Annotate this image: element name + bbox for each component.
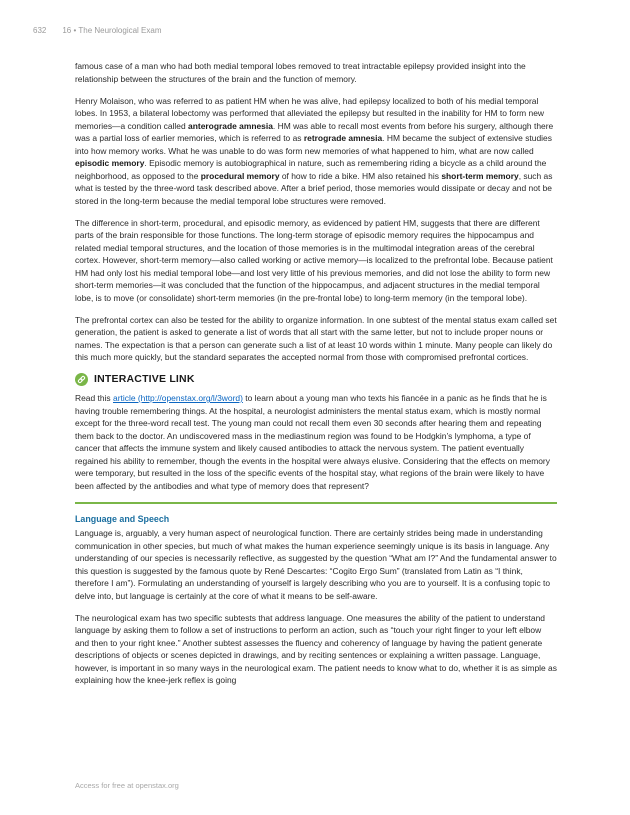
term-short-term-memory: short-term memory — [441, 170, 519, 181]
term-retrograde-amnesia: retrograde amnesia — [303, 133, 383, 143]
page-content — [75, 60, 557, 696]
paragraph-henry-molaison: Henry Molaison, who was referred to as patient HM when he was alive, had epilepsy localized to both of his medial temporal lobes. In 1953, a bilateral lobectomy was performed that alleviated the epilepsy but resulted in the inability for HM to form new memories—a condition called anterograde amnesia. HM was able to recall most events from before his surgery, although there was a partial loss of earlier memories, which is referred to as retrograde amnesia. HM became the subject of extensive studies into how memory works. What he was unable to do was form new memories of what happened to him, what are now called episodic memory. Episodic memory is autobiographical in nature, such as remembering riding a bicycle as a child around the neighborhood, as opposed to the procedural memory of how to ride a bike. HM also retained his short-term memory, such as what is tested by the three-word task described above. After a brief period, those memories would dissipate or decay and not be stored in the long-term because the medial temporal lobe structures were removed. — [75, 95, 554, 206]
paragraph-language-intro: Language is, arguably, a very human aspect of neurological function. There are certainly strides being made in understanding communication in other species, but much of what makes the human experience seemingly unique is its basis in language. Any understanding of our species is necessarily reflective, as suggested by the question “What am I?” And the fundamental answer to this question is suggested by the famous quote by René Descartes: “Cogito Ergo Sum” (translated from Latin as “I think, therefore I am”). Formulating an understanding of yourself is largely describing who you are to yourself. It is a confusing topic to delve into, but language is certainly at the core of what it means to be self-aware. — [75, 528, 557, 601]
term-anterograde-amnesia: anterograde amnesia — [188, 120, 273, 131]
chapter-title: 16 • The Neurological Exam — [62, 26, 162, 35]
article-link[interactable]: article (http://openstax.org/l/3word) — [113, 393, 243, 403]
page-footer: Access for free at openstax.org — [75, 781, 179, 790]
section-divider — [75, 502, 557, 504]
interactive-link-body: Read this article (http://openstax.org/l/3word) to learn about a young man who texts his fiancée in a panic as he finds that he is having trouble remembering things. At the hospital, a neurologist administers the mental status exam, which is mostly normal except for the three-word recall test. The young man could not recall them even 30 seconds after hearing them and repeating them back to the doctor. An undiscovered mass in the mediastinum region was found to be Hodgkin’s lymphoma, a type of cancer that affects the immune system and likely caused antibodies to attack the nervous system. The patient eventually regained his ability to remember, though the events in the hospital were always elusive. Considering that the effects on memory were temporary, but resulted in the loss of the specific events of the hospital stay, what regions of the brain were likely to have been affected by the antibodies and what type of memory does that represent? — [75, 393, 550, 491]
page-header — [33, 26, 162, 35]
paragraph-memory-types: The difference in short-term, procedural, and episodic memory, as evidenced by patient HM, suggests that there are different parts of the brain responsible for those functions. The long-term storage of episodic memory requires the hippocampus and related medial temporal structures, and the location of those memories is in the multimodal integration areas of the cerebral cortex. However, short-term memory—also called working or active memory—is localized to the prefrontal lobe. Because patient HM had only lost his medial temporal lobe—and lost very little of his previous memories, and did not lose the ability to form new short-term memories—it was concluded that the function of the hippocampus, and adjacent structures in the medial temporal lobe, is to move (or consolidate) short-term memories (in the pre-frontal lobe) to long-term memory (in the temporal lobe). — [75, 217, 553, 303]
link-icon — [75, 373, 88, 386]
interactive-link-header — [75, 373, 557, 386]
section-title: Language and Speech — [75, 513, 170, 524]
term-episodic-memory: episodic memory — [75, 158, 145, 168]
paragraph-prefrontal-cortex: The prefrontal cortex can also be tested for the ability to organize information. In one subtest of the mental status exam called set generation, the patient is asked to generate a list of words that all start with the same letter, but not to include proper nouns or names. The expectation is that a person can generate such a list of at least 10 words within 1 minute. Many people can likely do this much more quickly, but the standard separates the accepted normal from those with compromised prefrontal cortices. — [75, 314, 557, 362]
interactive-link-title: INTERACTIVE LINK — [94, 373, 195, 386]
term-procedural-memory: procedural memory — [200, 170, 280, 181]
page-number: 632 — [33, 26, 47, 35]
paragraph-language-subtests: The neurological exam has two specific subtests that address language. One measures the ability of the patient to understand language by asking them to follow a set of instructions to perform an action, such as “touch your right finger to your left elbow and then to your right knee.” Another subtest assesses the fluency and coherency of language by having the patient generate descriptions of objects or scenes depicted in drawings, and by reciting sentences or explaining a written passage. Language, however, is important in so many ways in the neurological exam. The patient needs to know what to do, whether it is as simple as explaining how the knee-jerk reflex is going — [75, 612, 557, 685]
paragraph-hm-intro: famous case of a man who had both medial temporal lobes removed to treat intractable epilepsy provided insight into the relationship between the structures of the brain and the function of memory. — [75, 61, 526, 84]
